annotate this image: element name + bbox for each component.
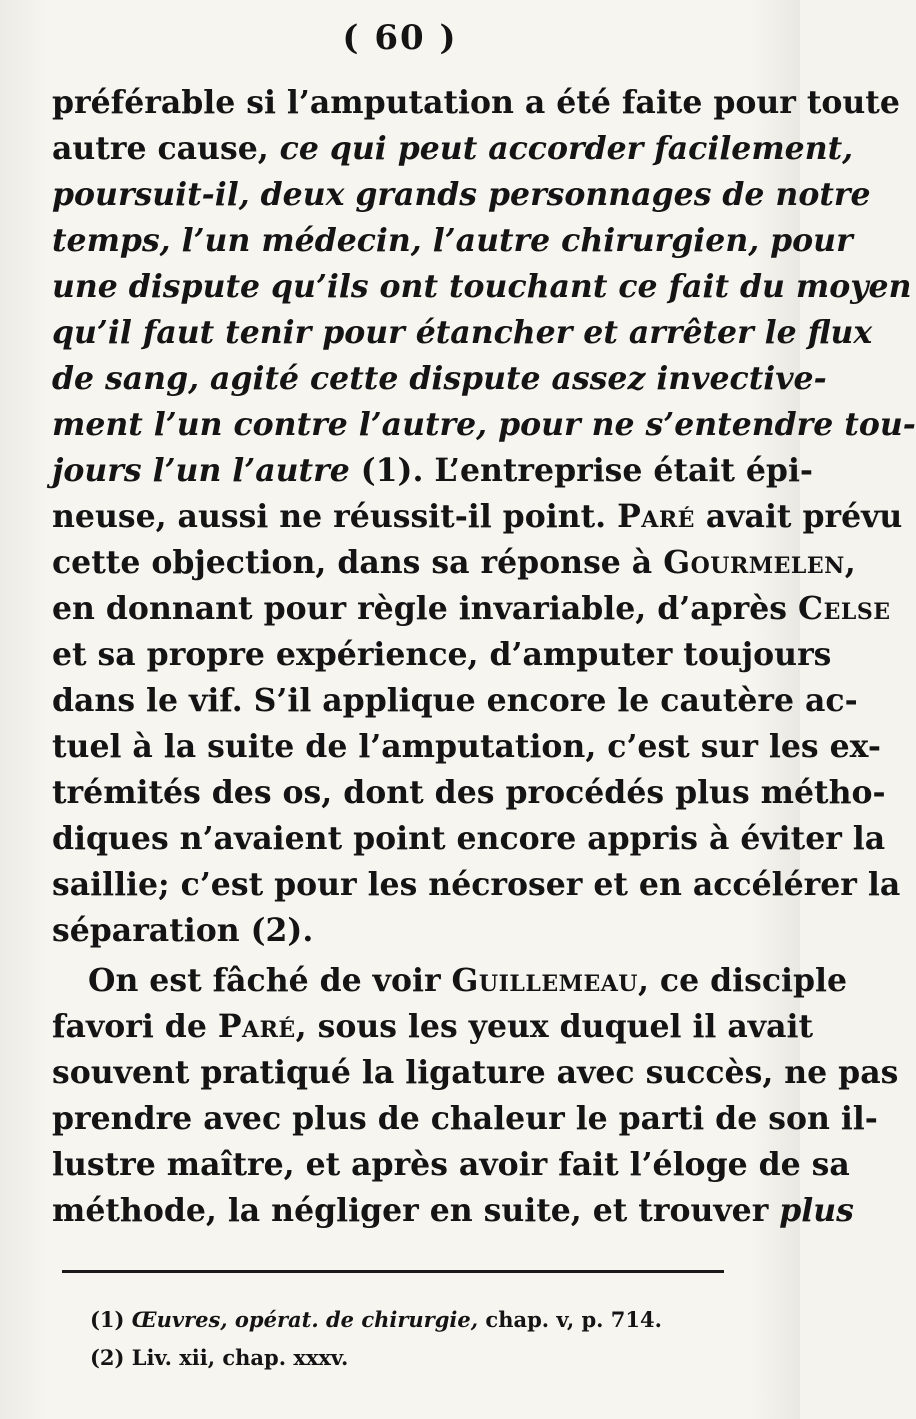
text-segment: , sous les yeux duquel il avait <box>295 1008 814 1045</box>
text-line <box>52 773 886 813</box>
text-line <box>52 221 853 261</box>
text-segment: cette objection, dans sa réponse à <box>52 544 664 581</box>
text-segment: en donnant pour règle invariable, d’après <box>52 590 799 627</box>
text-line <box>52 129 854 169</box>
text-segment: Gourmelen <box>663 544 845 581</box>
text-line <box>52 267 912 307</box>
text-line <box>52 1007 814 1047</box>
text-segment: diques n’avaient point encore appris à éviter la <box>52 820 886 857</box>
text-segment: On est fâché de voir <box>88 962 452 999</box>
text-segment: plus <box>779 1192 854 1229</box>
text-segment: , ce disciple <box>638 962 848 999</box>
text-line <box>52 175 871 215</box>
text-segment: Celse <box>798 590 891 627</box>
text-segment: neuse, aussi ne réussit-il point. <box>52 498 618 535</box>
text-line <box>52 1191 854 1231</box>
footnote-rule <box>62 1270 724 1273</box>
text-segment: prendre avec plus de chaleur le parti de son il- <box>52 1100 878 1137</box>
text-line <box>52 589 891 629</box>
text-segment: de sang, agité cette dispute assez invective- <box>52 360 827 397</box>
text-line <box>52 1099 878 1139</box>
text-line <box>52 83 900 123</box>
text-line <box>52 865 901 905</box>
text-segment: qu’il faut tenir pour étancher et arrêter le flux <box>52 314 873 351</box>
text-segment: tuel à la suite de l’amputation, c’est sur les ex- <box>52 728 881 765</box>
text-segment: Œuvres, opérat. de chirurgie, <box>131 1307 479 1332</box>
text-segment: Paré <box>617 498 695 535</box>
text-segment: une dispute qu’ils ont touchant ce fait du moyen <box>52 268 912 305</box>
text-segment: et sa propre expérience, d’amputer toujours <box>52 636 832 673</box>
text-line <box>52 819 886 859</box>
text-segment: méthode, la négliger en suite, et trouver <box>52 1192 780 1229</box>
text-segment: préférable si l’amputation a été faite pour toute <box>52 84 900 121</box>
text-segment: saillie; c’est pour les nécroser et en accélérer la <box>52 866 901 903</box>
text-segment: , <box>844 544 856 581</box>
text-segment: chap. v, p. 714. <box>478 1307 662 1332</box>
text-segment: temps, l’un médecin, l’autre chirurgien, pour <box>52 222 853 259</box>
text-segment: ce qui peut accorder facilement, <box>279 130 854 167</box>
text-line <box>52 451 813 491</box>
text-segment: lustre maître, et après avoir fait l’éloge de sa <box>52 1146 850 1183</box>
footnote <box>90 1344 348 1372</box>
text-segment: (1). L’entreprise était épi- <box>349 452 813 489</box>
text-segment: dans le vif. S’il applique encore le cautère ac- <box>52 682 858 719</box>
text-line <box>52 681 858 721</box>
text-segment: autre cause, <box>52 130 280 167</box>
text-line <box>52 911 728 951</box>
text-line <box>52 405 916 445</box>
text-segment: (1) <box>90 1307 132 1332</box>
text-line <box>52 727 881 767</box>
text-segment: avait prévu <box>694 498 903 535</box>
text-line <box>52 543 856 583</box>
text-line <box>52 313 873 353</box>
text-segment: poursuit-il, deux grands personnages de notre <box>52 176 871 213</box>
text-segment: Guillemeau <box>451 962 638 999</box>
text-line <box>52 359 827 399</box>
text-segment: favori de <box>52 1008 218 1045</box>
text-line <box>52 1053 899 1093</box>
text-segment: séparation (2). <box>52 912 314 949</box>
text-segment: Paré <box>217 1008 296 1045</box>
text-segment: souvent pratiqué la ligature avec succès, ne pas <box>52 1054 899 1091</box>
footnote <box>90 1306 662 1334</box>
page-number: ( 60 ) <box>342 18 458 58</box>
text-line <box>88 961 848 1001</box>
text-segment: (2) Liv. xii, chap. xxxv. <box>90 1345 349 1370</box>
text-segment: ment l’un contre l’autre, pour ne s’entendre tou- <box>52 406 916 443</box>
text-segment: trémités des os, dont des procédés plus métho- <box>52 774 886 811</box>
text-segment: jours l’un l’autre <box>52 452 350 489</box>
text-line <box>52 635 832 675</box>
text-line <box>52 497 903 537</box>
text-line <box>52 1145 850 1185</box>
